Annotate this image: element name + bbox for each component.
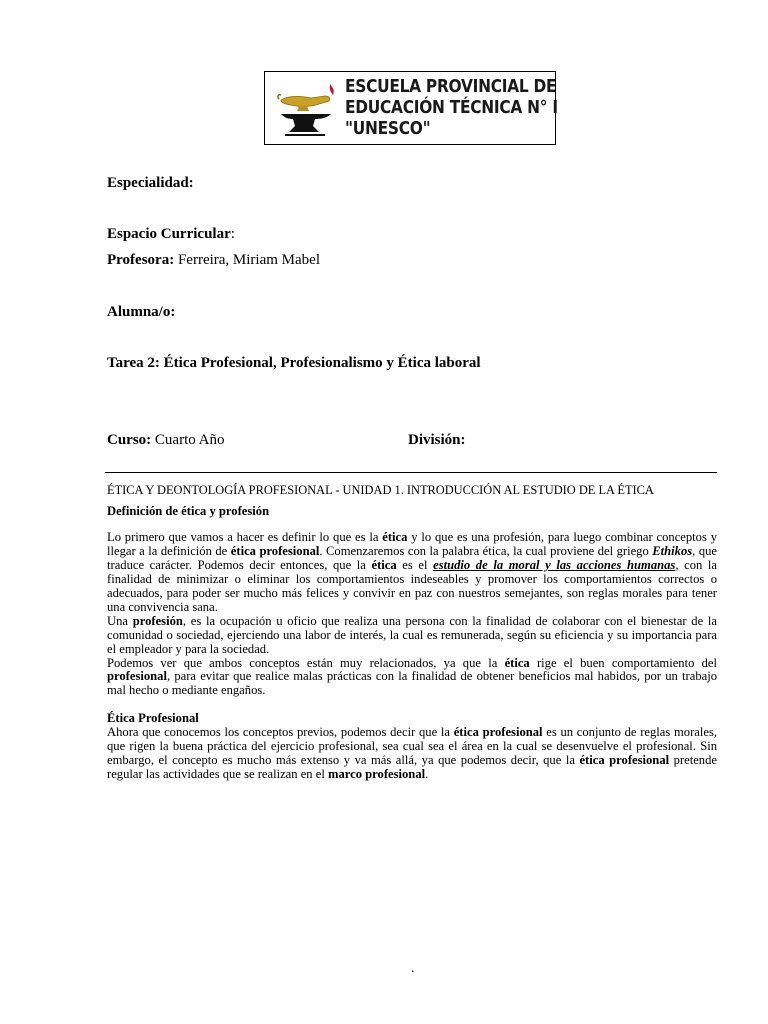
- bold-run: ética profesional: [579, 753, 670, 767]
- bold-run: profesional: [107, 669, 167, 684]
- text-run: y lo que es una profesión, para luego combinar conceptos y llegar a la definición de: [107, 530, 717, 559]
- especialidad-label: Especialidad:: [107, 175, 194, 191]
- bold-run: ética: [504, 655, 530, 670]
- section-subtitle-text: Definición de ética y profesión: [107, 503, 270, 518]
- section-divider: [105, 472, 717, 473]
- document-body: [107, 484, 717, 782]
- bold-run: ética: [371, 558, 397, 573]
- bold-italic-run: Ethikos: [652, 544, 693, 559]
- curso-label: Curso:: [107, 432, 152, 448]
- school-name-line-2: EDUCACIÓN TÉCNICA N° I: [345, 98, 558, 118]
- text-run: es el: [396, 558, 434, 573]
- profesora-label: Profesora:: [107, 252, 175, 268]
- text-run: Lo primero que vamos a hacer es definir lo que es la: [107, 530, 383, 545]
- section-etica-profesional-title: [107, 712, 717, 726]
- text-run: , para evitar que realice malas prácticas con la finalidad de obtener beneficios mal habidos, por un trabajo mal hecho o mediante engaños.: [107, 669, 717, 698]
- unit-title: ÉTICA Y DEONTOLOGÍA PROFESIONAL - UNIDAD 1. INTRODUCCIÓN AL ESTUDIO DE LA ÉTICA: [107, 483, 654, 497]
- bold-run: marco profesional: [327, 766, 426, 781]
- school-name-line-3: "UNESCO": [345, 119, 431, 139]
- school-logo: [264, 71, 556, 145]
- bold-run: profesión: [132, 613, 183, 628]
- bold-run: ética profesional: [230, 544, 320, 559]
- division-label: División:: [408, 432, 466, 448]
- section-heading-text: Ética Profesional: [107, 711, 199, 726]
- text-run: es un conjunto de reglas morales, que rigen la buena práctica del ejercicio profesional, sea cual sea el área en la cual se desenvuelve el profesional. Sin embargo, el concepto es mucho más extenso y va más allá, ya que podemos decir, que la: [107, 725, 717, 767]
- text-run: Ahora que conocemos los conceptos previos, podemos decir que la: [107, 725, 454, 740]
- school-name-line-1: ESCUELA PROVINCIAL DE: [345, 77, 557, 97]
- text-run: . Comenzaremos con la palabra ética, la cual proviene del griego: [319, 544, 653, 559]
- text-run: Una: [107, 613, 133, 628]
- bold-run: ética: [382, 530, 408, 545]
- bold-italic-underline-run: estudio de la moral y las acciones humanas: [433, 558, 676, 573]
- alumno-field: [107, 304, 175, 321]
- alumno-label: Alumna/o:: [107, 304, 176, 320]
- text-run: , con la finalidad de minimizar o eliminar los comportamientos indeseables y promover los comportamientos correctos o adecuados, para poder ser mucho más felices y convivir en paz con nuestros semejantes, son reglas morales para tener una convivencia sana.: [107, 558, 717, 614]
- text-run: , que traduce carácter. Podemos decir entonces, que la: [107, 544, 717, 573]
- espacio-curricular-colon: :: [230, 226, 235, 242]
- text-run: .: [425, 766, 429, 781]
- bold-run: ética profesional: [453, 725, 543, 740]
- espacio-curricular-field: [107, 226, 235, 243]
- section-subtitle: [107, 505, 717, 519]
- profesora-field: [107, 252, 320, 269]
- espacio-curricular-label: Espacio Curricular: [107, 226, 231, 242]
- division-field: [408, 432, 466, 449]
- especialidad-field: [107, 175, 194, 192]
- paragraph-relation: [107, 657, 717, 699]
- profesora-value: Ferreira, Miriam Mabel: [174, 252, 320, 268]
- paragraph-profesion-definition: [107, 615, 717, 657]
- school-name: [345, 77, 558, 140]
- text-run: pretende regular las actividades que se realizan en el: [107, 753, 717, 781]
- text-run: rige el buen comportamiento del: [529, 655, 718, 670]
- page-footer-mark: .: [411, 961, 415, 976]
- paragraph-etica-definition: [107, 531, 717, 614]
- text-run: , es la ocupación u oficio que realiza una persona con la finalidad de colaborar con el bienestar de la comunidad o sociedad, ejerciendo una labor de interés, la cual es remunerada, según su eficiencia y su importancia para el empleador y para la sociedad.: [107, 613, 717, 656]
- tarea-title: [107, 355, 481, 372]
- curso-field: [107, 432, 225, 449]
- lamp-anvil-icon: [275, 78, 343, 140]
- tarea-title-text: Tarea 2: Ética Profesional, Profesionalismo y Ética laboral: [107, 355, 481, 371]
- text-run: Podemos ver que ambos conceptos están muy relacionados, ya que la: [107, 655, 505, 670]
- paragraph-etica-profesional: [107, 726, 717, 782]
- curso-value: Cuarto Año: [151, 432, 225, 448]
